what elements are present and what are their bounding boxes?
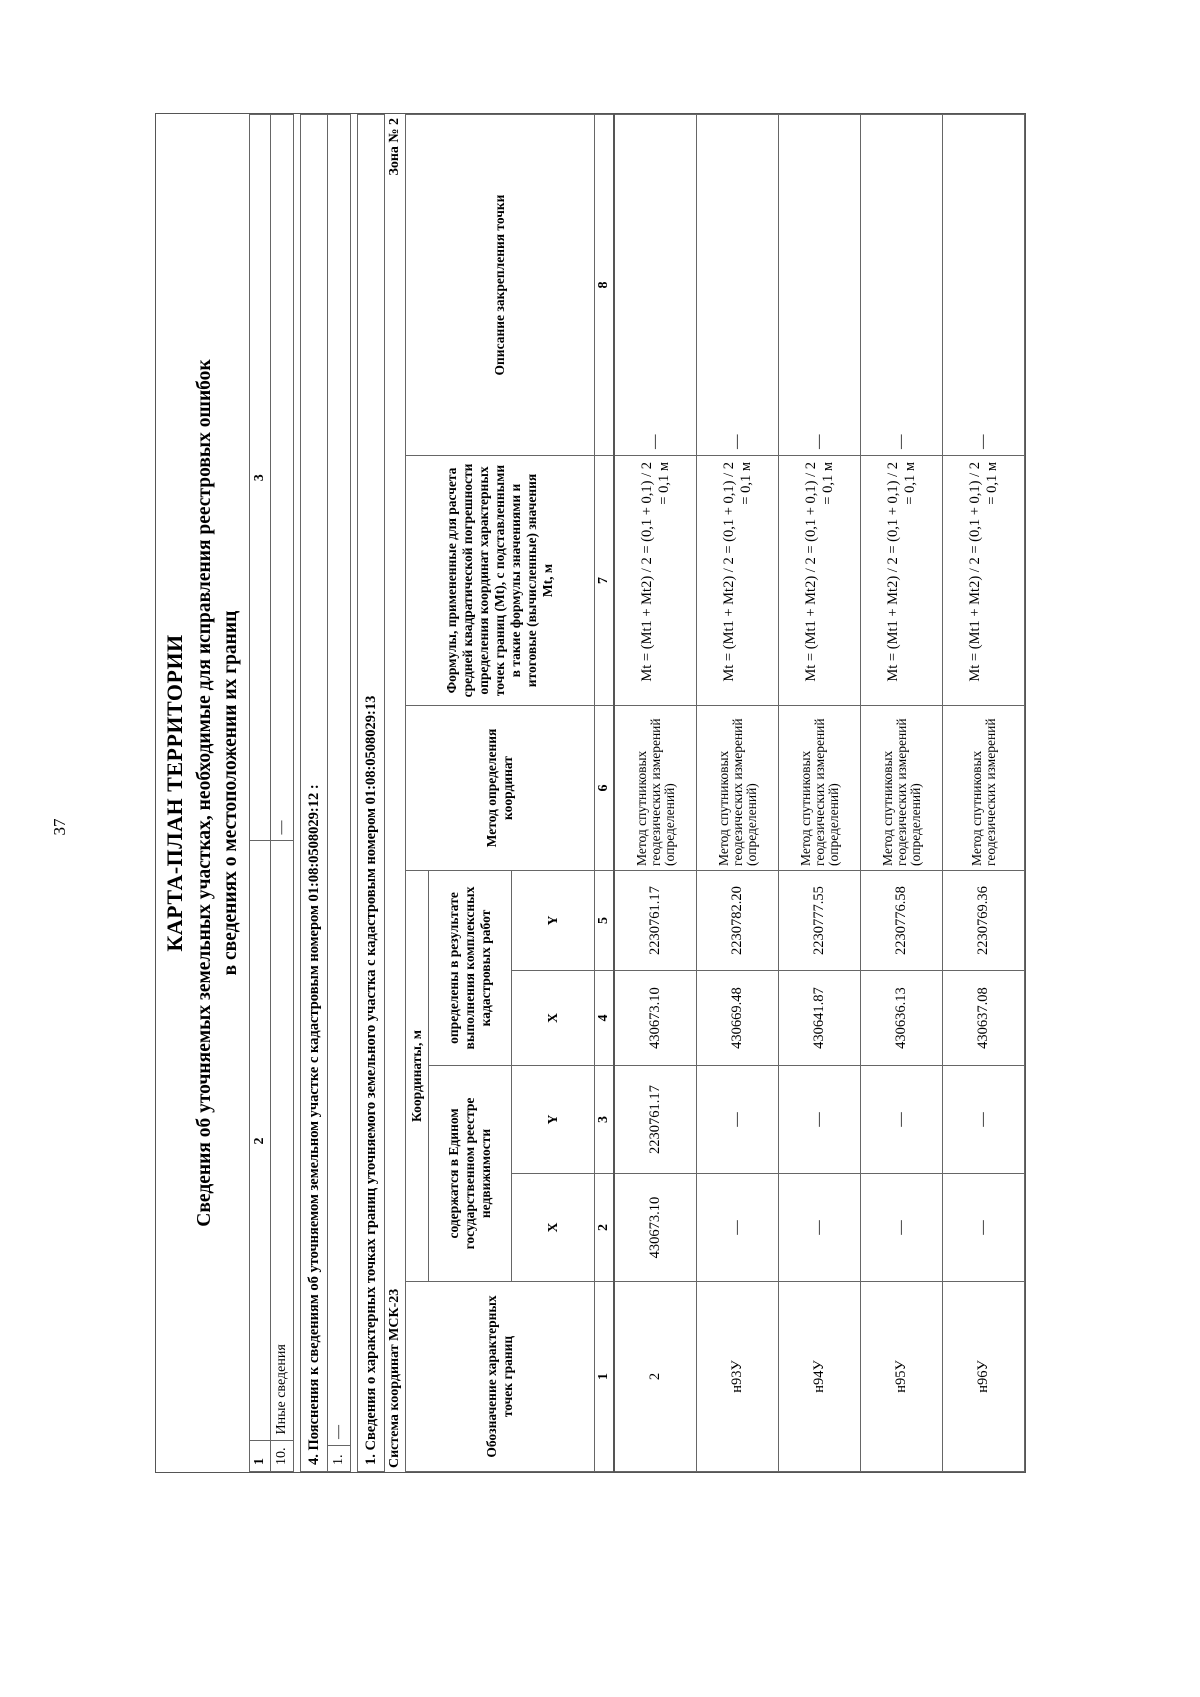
subtitle-line-2: в сведениях о местоположении их границ [220,610,241,976]
row-number: 10. [271,1441,294,1472]
x-egrn: — [943,1174,1025,1282]
header-result: определены в результате выполнения комплексных кадастровых работ [429,871,512,1066]
x-egrn: 430673.10 [614,1174,697,1282]
method: Метод спутниковых геодезических измерений [943,706,1025,871]
top-col-2: 2 [250,841,271,1441]
method: Метод спутниковых геодезических измерений (определений) [614,706,697,871]
section-4-row-value: — [328,115,351,1446]
header-y-result: Y [512,871,595,971]
header-x-egrn: X [512,1174,595,1282]
y-egrn: — [779,1066,861,1174]
top-col-1: 1 [250,1441,271,1472]
formula [614,456,697,706]
point-name: н93У [697,1282,779,1472]
header-coordinates: Координаты, м [406,871,429,1282]
description: — [861,115,943,456]
subtitle-line-1: Сведения об уточняемых земельных участках, необходимые для исправления реестровых ошибок [194,359,215,1227]
method: Метод спутниковых геодезических измерений (определений) [697,706,779,871]
formula-line-1: Mt = (Mt1 + Mt2) / 2 = (0,1 + 0,1) / 2 [638,462,655,682]
formula [943,456,1025,706]
col-num: 4 [595,971,615,1066]
y-result: 2230761.17 [614,871,697,971]
formula [779,456,861,706]
method: Метод спутниковых геодезических измерений (определений) [861,706,943,871]
header-formula: Формулы, примененные для расчета средней квадратической погрешности определения координат характерных точек границ (Mt), с подставленными в такие формулы значениями и итоговые (вычисленные) значения Mt, м [406,456,595,706]
row-label: Иные сведения [271,841,294,1441]
y-egrn: 2230761.17 [614,1066,697,1174]
top-table-header [250,115,271,1472]
header-description: Описание закрепления точки [406,115,595,456]
x-result: 430636.13 [861,971,943,1066]
col-num: 3 [595,1066,615,1174]
formula-line-2: = 0,1 м [819,462,836,505]
description: — [943,115,1025,456]
y-egrn: — [943,1066,1025,1174]
col-num: 1 [595,1282,615,1472]
row-value: — [271,115,294,842]
y-result: 2230776.58 [861,871,943,971]
formula-line-1: Mt = (Mt1 + Mt2) / 2 = (0,1 + 0,1) / 2 [884,462,901,682]
y-result: 2230777.55 [779,871,861,971]
col-num: 5 [595,871,615,971]
y-result: 2230769.36 [943,871,1025,971]
description: — [697,115,779,456]
header-y-egrn: Y [512,1066,595,1174]
y-egrn: — [697,1066,779,1174]
formula [861,456,943,706]
x-result: 430673.10 [614,971,697,1066]
x-egrn: — [779,1174,861,1282]
column-numbers-row [595,115,615,1472]
formula-line-2: = 0,1 м [901,462,918,505]
page-number: 37 [50,818,69,836]
col-num: 6 [595,706,615,871]
section-1-table [357,114,385,1472]
formula-line-2: = 0,1 м [983,462,1000,505]
coordinate-system: Система координат МСК-23 [387,1288,402,1468]
page-subtitle [190,114,249,1472]
header-method: Метод определения координат [406,706,595,871]
formula-line-1: Mt = (Mt1 + Mt2) / 2 = (0,1 + 0,1) / 2 [966,462,983,682]
page-title: КАРТА-ПЛАН ТЕРРИТОРИИ [162,634,187,952]
section-1-title: 1. Сведения о характерных точках границ уточняемого земельного участка с кадастровым номером 01:08:0508029:13 [358,115,385,1472]
table-row [614,115,697,1472]
col-num: 2 [595,1174,615,1282]
point-name: н95У [861,1282,943,1472]
top-table-row [271,115,294,1472]
top-col-3: 3 [250,115,271,842]
col-num: 7 [595,456,615,706]
description: — [779,115,861,456]
col-num: 8 [595,115,615,456]
table-row [861,115,943,1472]
zone-label: Зона № 2 [387,118,402,176]
formula-line-2: = 0,1 м [655,462,672,505]
header-egrn: содержатся в Едином государственном реестре недвижимости [429,1066,512,1282]
table-row [943,115,1025,1472]
point-name: н94У [779,1282,861,1472]
top-table [249,114,294,1472]
table-row [697,115,779,1472]
rotated-content [155,113,1055,1473]
method: Метод спутниковых геодезических измерений (определений) [779,706,861,871]
formula-line-2: = 0,1 м [737,462,754,505]
x-result: 430637.08 [943,971,1025,1066]
x-result: 430641.87 [779,971,861,1066]
section-4-title: 4. Пояснения к сведениям об уточняемом земельном участке с кадастровым номером 01:08:0508029:12 : [301,115,328,1472]
x-egrn: — [697,1174,779,1282]
point-name: н96У [943,1282,1025,1472]
x-result: 430669.48 [697,971,779,1066]
header-designation: Обозначение характерных точек границ [406,1282,595,1472]
table-row [779,115,861,1472]
formula [697,456,779,706]
header-x-result: X [512,971,595,1066]
coordinate-system-line [385,114,405,1472]
formula-line-1: Mt = (Mt1 + Mt2) / 2 = (0,1 + 0,1) / 2 [802,462,819,682]
y-egrn: — [861,1066,943,1174]
points-table [405,114,1025,1472]
description: — [614,115,697,456]
x-egrn: — [861,1174,943,1282]
document-frame [155,113,1026,1473]
y-result: 2230782.20 [697,871,779,971]
section-4-table [300,114,351,1472]
section-4-row-number: 1. [328,1446,351,1472]
formula-line-1: Mt = (Mt1 + Mt2) / 2 = (0,1 + 0,1) / 2 [720,462,737,682]
point-name: 2 [614,1282,697,1472]
